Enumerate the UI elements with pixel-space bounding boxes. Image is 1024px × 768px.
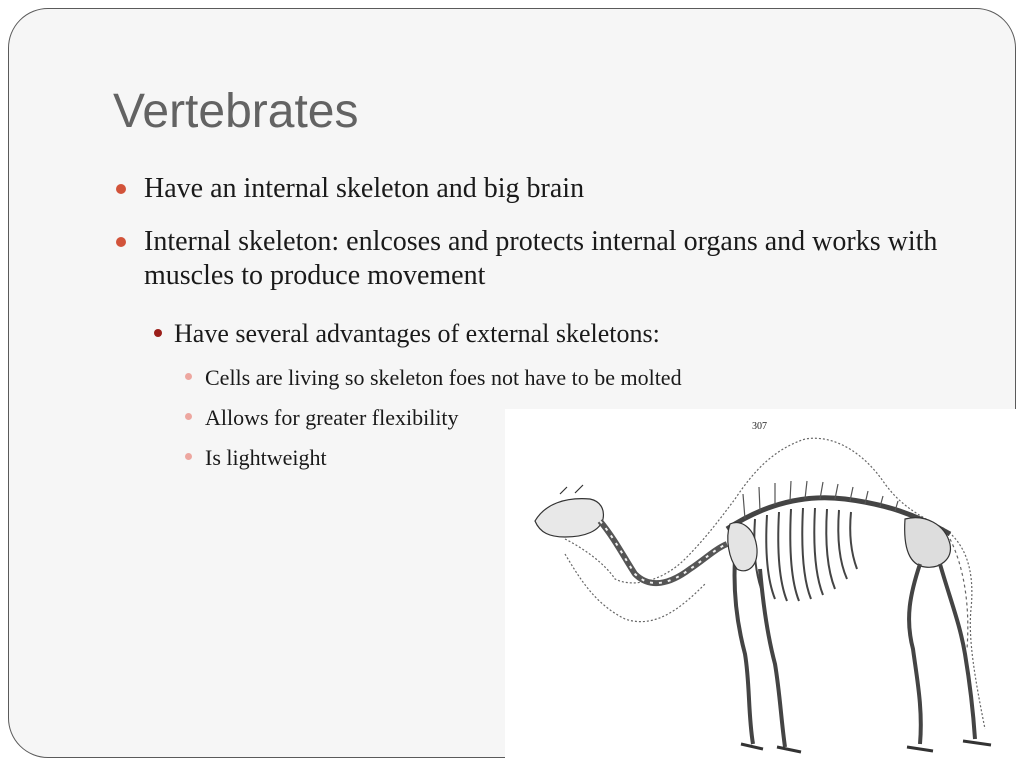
sub-bullet-item xyxy=(174,318,954,350)
bullet-dot-icon xyxy=(116,184,126,194)
plate-number: 307 xyxy=(752,421,767,432)
bullet-dot-icon xyxy=(116,237,126,247)
bullet-dot-icon xyxy=(154,329,162,337)
bullet-text: Have an internal skeleton and big brain xyxy=(144,173,585,204)
bullet-text: Have several advantages of external skeletons: xyxy=(174,319,660,348)
bullet-text: Cells are living so skeleton foes not have to be molted xyxy=(205,365,682,390)
bullet-text: Internal skeleton: enlcoses and protects internal organs and works with muscles to produce movement xyxy=(144,226,938,292)
slide-title: Vertebrates xyxy=(113,85,359,138)
bullet-dot-icon xyxy=(185,413,192,420)
bullet-item xyxy=(144,172,944,206)
sub-sub-bullet-item xyxy=(205,364,965,391)
bullet-text: Allows for greater flexibility xyxy=(205,405,459,430)
bullet-dot-icon xyxy=(185,373,192,380)
bullet-item xyxy=(144,225,949,294)
camel-skeleton-icon xyxy=(505,409,1024,768)
bullet-dot-icon xyxy=(185,453,192,460)
bullet-text: Is lightweight xyxy=(205,445,327,470)
